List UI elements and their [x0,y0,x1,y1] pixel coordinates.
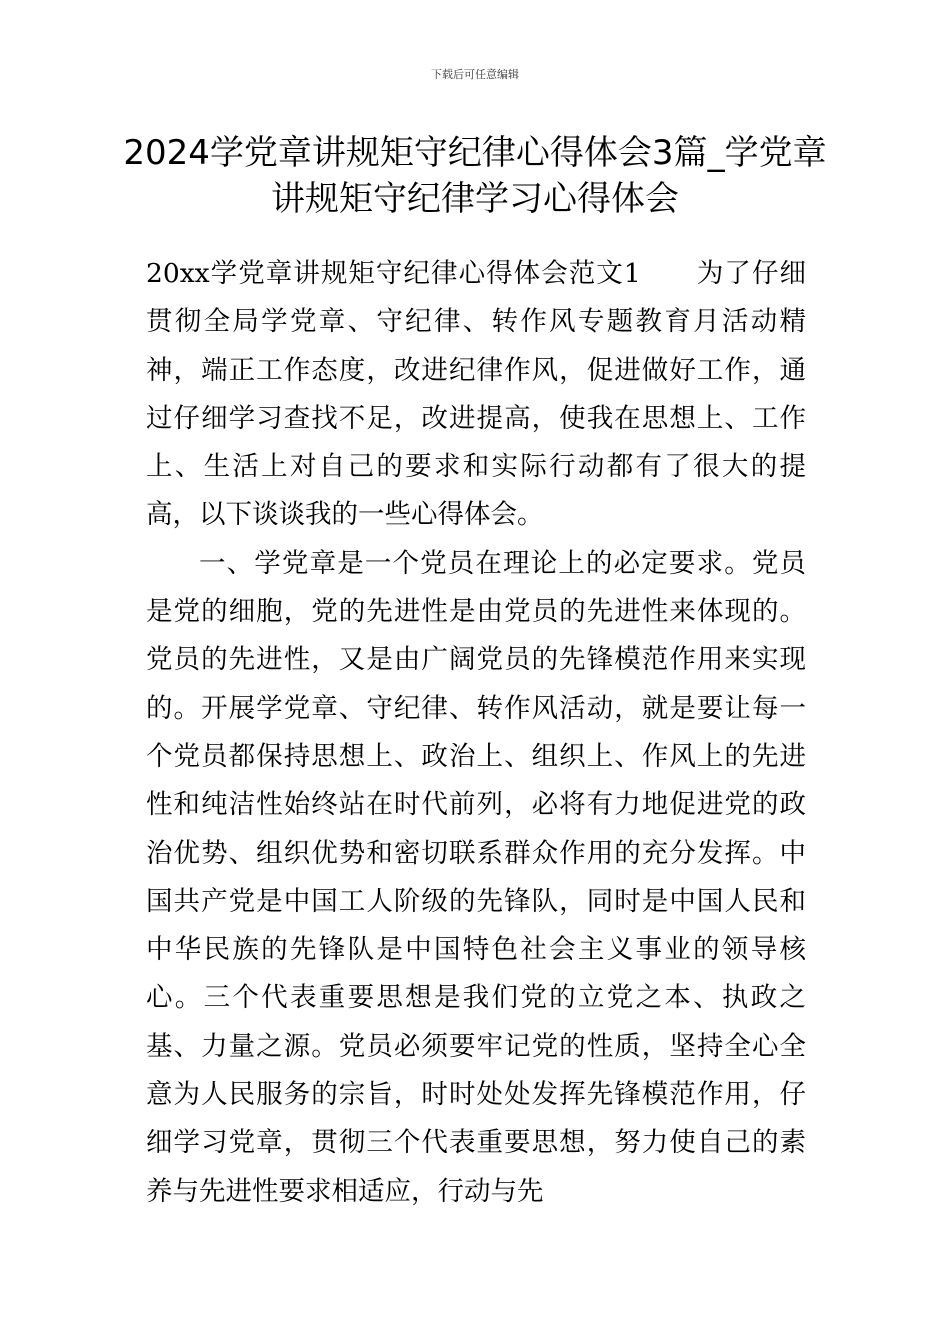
document-body [146,250,806,1216]
paragraph-section-one: 一、学党章是一个党员在理论上的必定要求。党员是党的细胞，党的先进性是由党员的先进性来体现的。党员的先进性，又是由广阔党员的先锋模范作用来实现的。开展学党章、守纪律、转作风活动，就是要让每一个党员都保持思想上、政治上、组织上、作风上的先进性和纯洁性始终站在时代前列，必将有力地促进党的政治优势、组织优势和密切联系群众作用的充分发挥。中国共产党是中国工人阶级的先锋队，同时是中国人民和中华民族的先锋队是中国特色社会主义事业的领导核心。三个代表重要思想是我们党的立党之本、执政之基、力量之源。党员必须要牢记党的性质，坚持全心全意为人民服务的宗旨，时时处处发挥先锋模范作用，仔细学习党章，贯彻三个代表重要思想，努力使自己的素养与先进性要求相适应，行动与先 [146,547,806,1207]
paragraph-intro: 20xx学党章讲规矩守纪律心得体会范文1 为了仔细贯彻全局学党章、守纪律、转作风专题教育月活动精神，端正工作态度，改进纪律作风，促进做好工作，通过仔细学习查找不足，改进提高，使我在思想上、工作上、生活上对自己的要求和实际行动都有了很大的提高，以下谈谈我的一些心得体会。 [146,258,806,531]
header-note: 下载后可任意编辑 [431,68,519,81]
document-title: 2024学党章讲规矩守纪律心得体会3篇_学党章讲规矩守纪律学习心得体会 [123,133,827,219]
